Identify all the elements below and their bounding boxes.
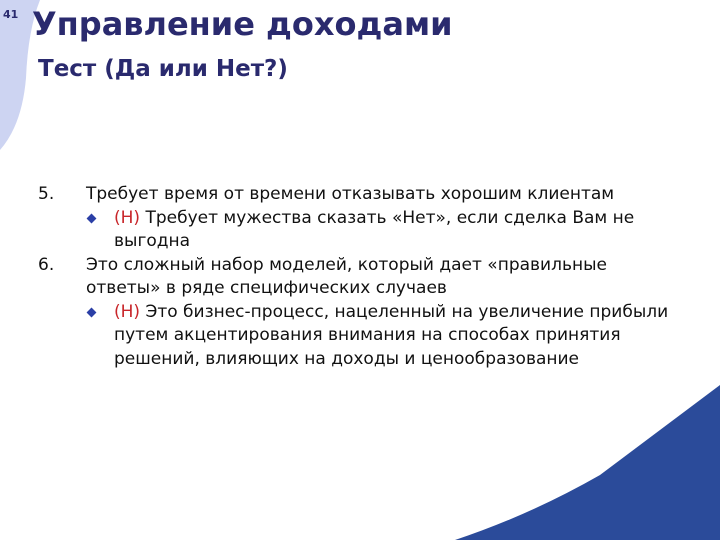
slide-number: 41 xyxy=(3,8,19,21)
list-item xyxy=(38,254,678,372)
answer-marker: (Н) xyxy=(114,207,146,228)
corner-bottom-right-shape xyxy=(455,385,720,540)
answer-item xyxy=(86,207,678,254)
diamond-bullet-icon xyxy=(87,307,97,317)
question-list xyxy=(38,183,678,371)
slide-title: Управление доходами xyxy=(32,5,453,43)
slide-subtitle: Тест (Да или Нет?) xyxy=(38,56,288,82)
answer-text: Требует мужества сказать «Нет», если сделка Вам не выгодна xyxy=(114,207,635,251)
answer-item xyxy=(86,301,678,372)
item-text: Это сложный набор моделей, который дает «правильные ответы» в ряде специфических случаев xyxy=(86,254,607,298)
item-text: Требует время от времени отказывать хорошим клиентам xyxy=(86,184,615,204)
list-item xyxy=(38,183,678,254)
item-number: 5. xyxy=(38,184,55,204)
diamond-bullet-icon xyxy=(87,213,97,223)
item-number: 6. xyxy=(38,254,55,275)
answer-marker: (Н) xyxy=(114,301,146,322)
answer-text: Это бизнес-процесс, нацеленный на увеличение прибыли путем акцентирования внимания на способах принятия решений, влияющих на доходы и ценообразование xyxy=(114,301,669,369)
